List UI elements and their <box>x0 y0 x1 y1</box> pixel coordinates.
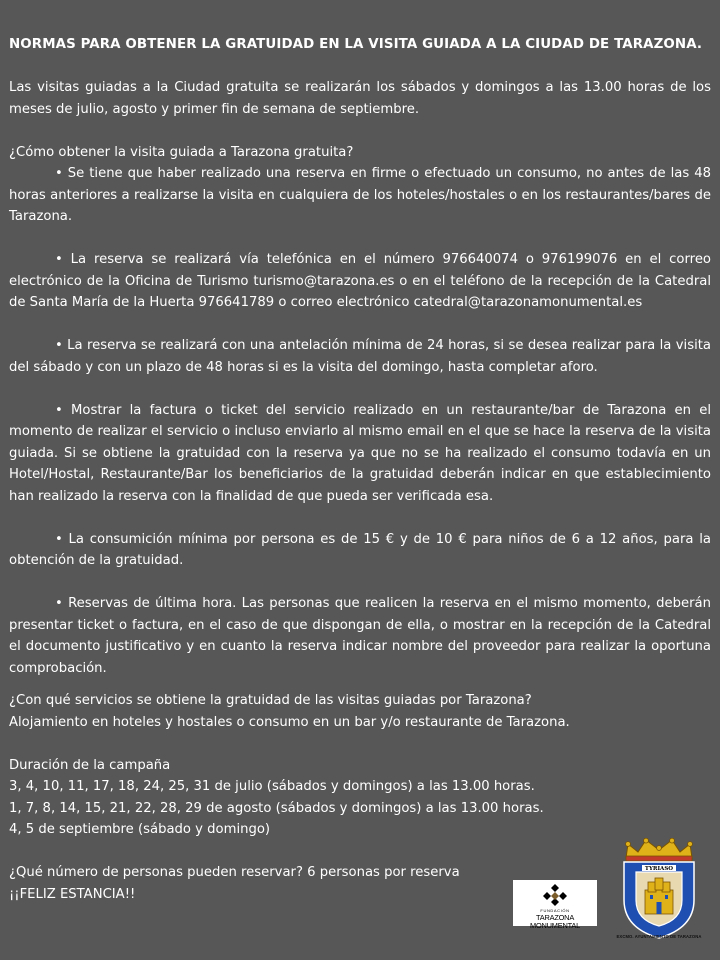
bullet-last-minute: • Reservas de última hora. Las personas que realicen la reserva en el mismo momento, deberán presentar ticket o factura, en el caso de que dispongan de ella, o mostrar en la recepción de la Catedral el documento justificativo y en cuanto la reserva indicar nombre del proveedor para realizar la oportuna comprobación. <box>9 596 711 676</box>
bullet-minimum-spend: • La consumición mínima por persona es de 15 € y de 10 € para niños de 6 a 12 años, para la obtención de la gratuidad. <box>9 531 711 568</box>
campaign-heading: Duración de la campaña <box>9 757 171 773</box>
fundacion-name: TARAZONA MONUMENTAL <box>529 913 580 930</box>
fundacion-label: FUNDACIÓN <box>540 908 570 913</box>
campaign-august: 1, 7, 8, 14, 15, 21, 22, 28, 29 de agosto (sábados y domingos) a las 13.00 horas. <box>9 800 544 816</box>
bullet-reservation-requirement: • Se tiene que haber realizado una reserva en firme o efectuado un consumo, no antes de las 48 horas anteriores a realizarse la visita en cualquiera de los hoteles/hostales o en los restaurantes/bares de Tarazona. <box>9 166 711 224</box>
fundacion-logo <box>513 880 597 930</box>
question-people: ¿Qué número de personas pueden reservar? 6 personas por reserva <box>9 865 460 880</box>
bullet-invoice: • Mostrar la factura o ticket del servicio realizado en un restaurante/bar de Tarazona en el momento de realizar el servicio o incluso enviarlo al mismo email en el que se hace la reserva de la visita guiada. Si se obtiene la gratuidad con la reserva ya que no se ha realizado el consumo todavía en un Hotel/Hostal, Restaurante/Bar los beneficiarios de la gratuidad deberán indicar en que establecimiento han realizado la reserva con la finalidad de que pueda ser verificada esa. <box>9 402 711 504</box>
tarazona-crest-icon <box>612 838 706 940</box>
crest-caption: EXCMO. AYUNTAMIENTO DE TARAZONA <box>616 934 702 939</box>
fundacion-mark-icon <box>542 883 568 907</box>
page-title: NORMAS PARA OBTENER LA GRATUIDAD EN LA VISITA GUIADA A LA CIUDAD DE TARAZONA. <box>9 37 703 52</box>
document <box>9 34 711 905</box>
campaign-september: 4, 5 de septiembre (sábado y domingo) <box>9 822 271 837</box>
question-how: ¿Cómo obtener la visita guiada a Tarazona gratuita? <box>9 144 354 160</box>
bullet-contact-info: • La reserva se realizará vía telefónica en el número 976640074 o 976199076 en el correo electrónico de la Oficina de Turismo turismo@tarazona.es o en el teléfono de la recepción de la Catedral de Santa María de la Huerta 976641789 o correo electrónico catedral@tarazonamonumental.es <box>9 252 711 310</box>
answer-services: Alojamiento en hoteles y hostales o consumo en un bar y/o restaurante de Tarazona. <box>9 714 570 730</box>
question-services: ¿Con qué servicios se obtiene la gratuidad de las visitas guiadas por Tarazona? <box>9 693 532 708</box>
campaign-july: 3, 4, 10, 11, 17, 18, 24, 25, 31 de julio (sábados y domingos) a las 13.00 horas. <box>9 779 535 794</box>
closing-greeting: ¡¡FELIZ ESTANCIA!! <box>9 886 136 902</box>
crest-motto: TYRIASO <box>644 866 674 872</box>
bullet-advance-notice: • La reserva se realizará con una antelación mínima de 24 horas, si se desea realizar para la visita del sábado y con un plazo de 48 horas si es la visita del domingo, hasta completar aforo. <box>9 338 711 375</box>
intro-paragraph: Las visitas guiadas a la Ciudad gratuita se realizarán los sábados y domingos a las 13.00 horas de los meses de julio, agosto y primer fin de semana de septiembre. <box>9 80 711 117</box>
